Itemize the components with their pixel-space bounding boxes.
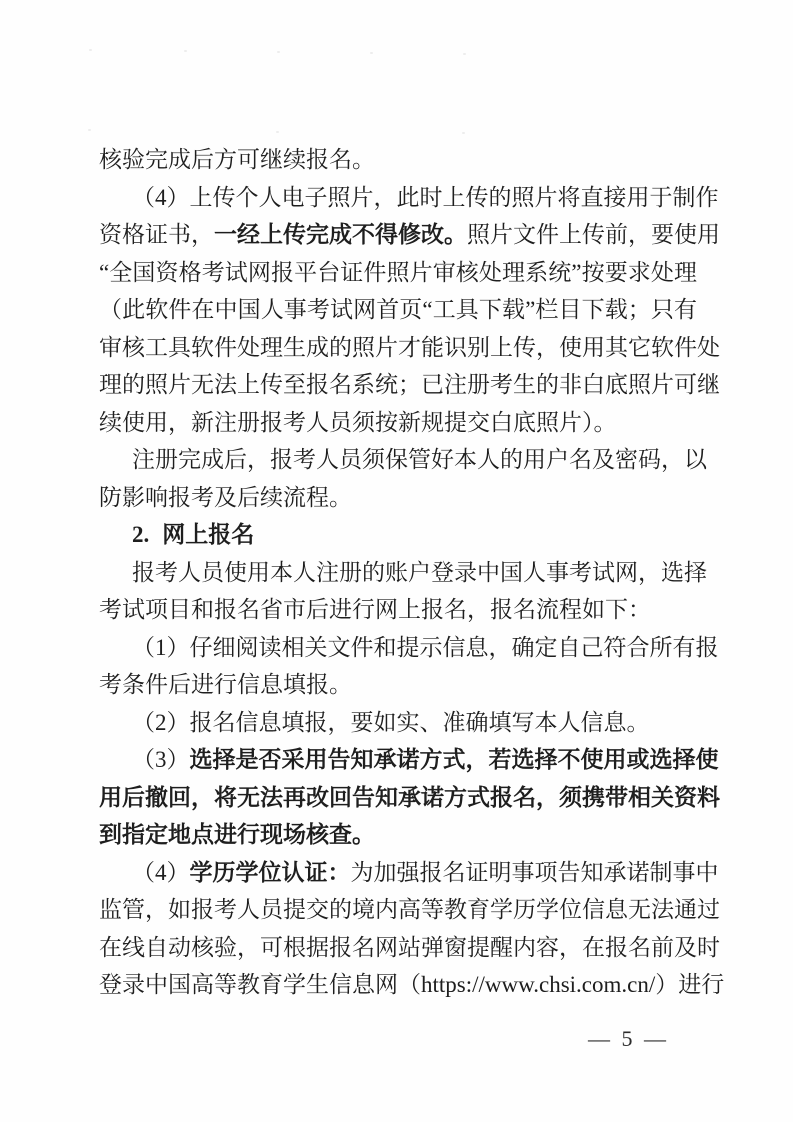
text-segment: 选择是否采用告知承诺方式，若选择不使用或选择使 xyxy=(189,747,719,772)
document-body xyxy=(99,141,725,1004)
text-line xyxy=(99,179,719,217)
text-line xyxy=(99,966,725,1004)
text-line xyxy=(99,479,697,517)
text-line xyxy=(99,141,697,179)
text-segment: 用后撤回，将无法再改回告知承诺方式报名，须携带相关资料 xyxy=(99,784,720,810)
text-segment: 照片文件上传前，要使用 xyxy=(467,222,720,247)
text-segment: 注册完成后，报考人员须保管好本人的用户名及密码，以 xyxy=(132,447,707,472)
text-segment: 到指定地点进行现场核查。 xyxy=(99,822,375,847)
text-segment: 监管，如报考人员提交的境内高等教育学历学位信息无法通过 xyxy=(99,897,720,922)
text-line xyxy=(99,291,697,329)
text-line xyxy=(99,216,720,254)
text-segment: 报考人员使用本人注册的账户登录中国人事考试网，选择 xyxy=(132,559,707,585)
text-segment: 考条件后进行信息填报。 xyxy=(99,672,352,697)
scan-speck xyxy=(463,53,466,55)
text-segment: 为加强报名证明事项告知承诺制事中 xyxy=(350,859,719,885)
scan-speck xyxy=(462,132,465,134)
text-line xyxy=(99,366,720,404)
scan-speck xyxy=(88,129,91,131)
text-segment: （4）上传个人电子照片，此时上传的照片将直接用于制作 xyxy=(132,184,719,210)
text-segment: 资格证书， xyxy=(99,222,214,247)
scan-speck xyxy=(277,51,280,53)
text-line xyxy=(99,779,720,817)
text-line xyxy=(99,254,697,292)
text-line xyxy=(99,704,697,742)
text-segment: （3） xyxy=(132,747,190,772)
text-segment: 续使用，新注册报考人员须按新规提交白底照片）。 xyxy=(99,409,617,435)
text-line xyxy=(99,741,719,779)
text-segment: “全国资格考试网报平台证件照片审核处理系统”按要求处理 xyxy=(99,259,697,285)
text-segment: 学历学位认证： xyxy=(189,859,351,885)
text-line xyxy=(99,816,697,854)
text-segment: 考试项目和报名省市后进行网上报名，报名流程如下： xyxy=(99,597,651,622)
text-segment: 在线自动核验，可根据报名网站弹窗提醒内容，在报名前及时 xyxy=(99,934,720,960)
text-segment: （此软件在中国人事考试网首页“工具下载”栏目下载；只有 xyxy=(99,297,697,322)
page-number: — 5 — xyxy=(588,1026,669,1051)
scan-speck xyxy=(89,49,92,51)
text-line xyxy=(99,591,697,629)
text-line xyxy=(99,329,720,367)
scan-speck xyxy=(276,131,279,133)
text-line xyxy=(99,629,719,667)
text-segment: 核验完成后方可继续报名。 xyxy=(99,147,375,172)
text-segment: （2）报名信息填报，要如实、准确填写本人信息。 xyxy=(132,709,650,735)
text-segment: 理的照片无法上传至报名系统；已注册考生的非白底照片可继 xyxy=(99,372,720,397)
text-line xyxy=(99,441,707,479)
scan-speck xyxy=(370,52,373,54)
text-line xyxy=(99,891,720,929)
text-segment: 审核工具软件处理生成的照片才能识别上传，使用其它软件处 xyxy=(99,334,720,360)
text-line xyxy=(99,929,720,967)
text-segment: 防影响报考及后续流程。 xyxy=(99,484,352,510)
text-line xyxy=(99,554,707,592)
text-line xyxy=(99,666,697,704)
text-segment: （1）仔细阅读相关文件和提示信息，确定自己符合所有报 xyxy=(132,634,719,660)
text-segment: 2. xyxy=(132,522,150,547)
text-segment: 网上报名 xyxy=(162,522,255,547)
text-segment: 登录中国高等教育学生信息网（https://www.chsi.com.cn/）进行 xyxy=(99,972,725,997)
text-line xyxy=(99,854,719,892)
scan-speck xyxy=(184,50,187,52)
text-segment: （4） xyxy=(132,859,190,885)
text-line xyxy=(99,404,697,442)
section-heading xyxy=(99,516,697,554)
text-segment: 一经上传完成不得修改。 xyxy=(214,222,467,247)
